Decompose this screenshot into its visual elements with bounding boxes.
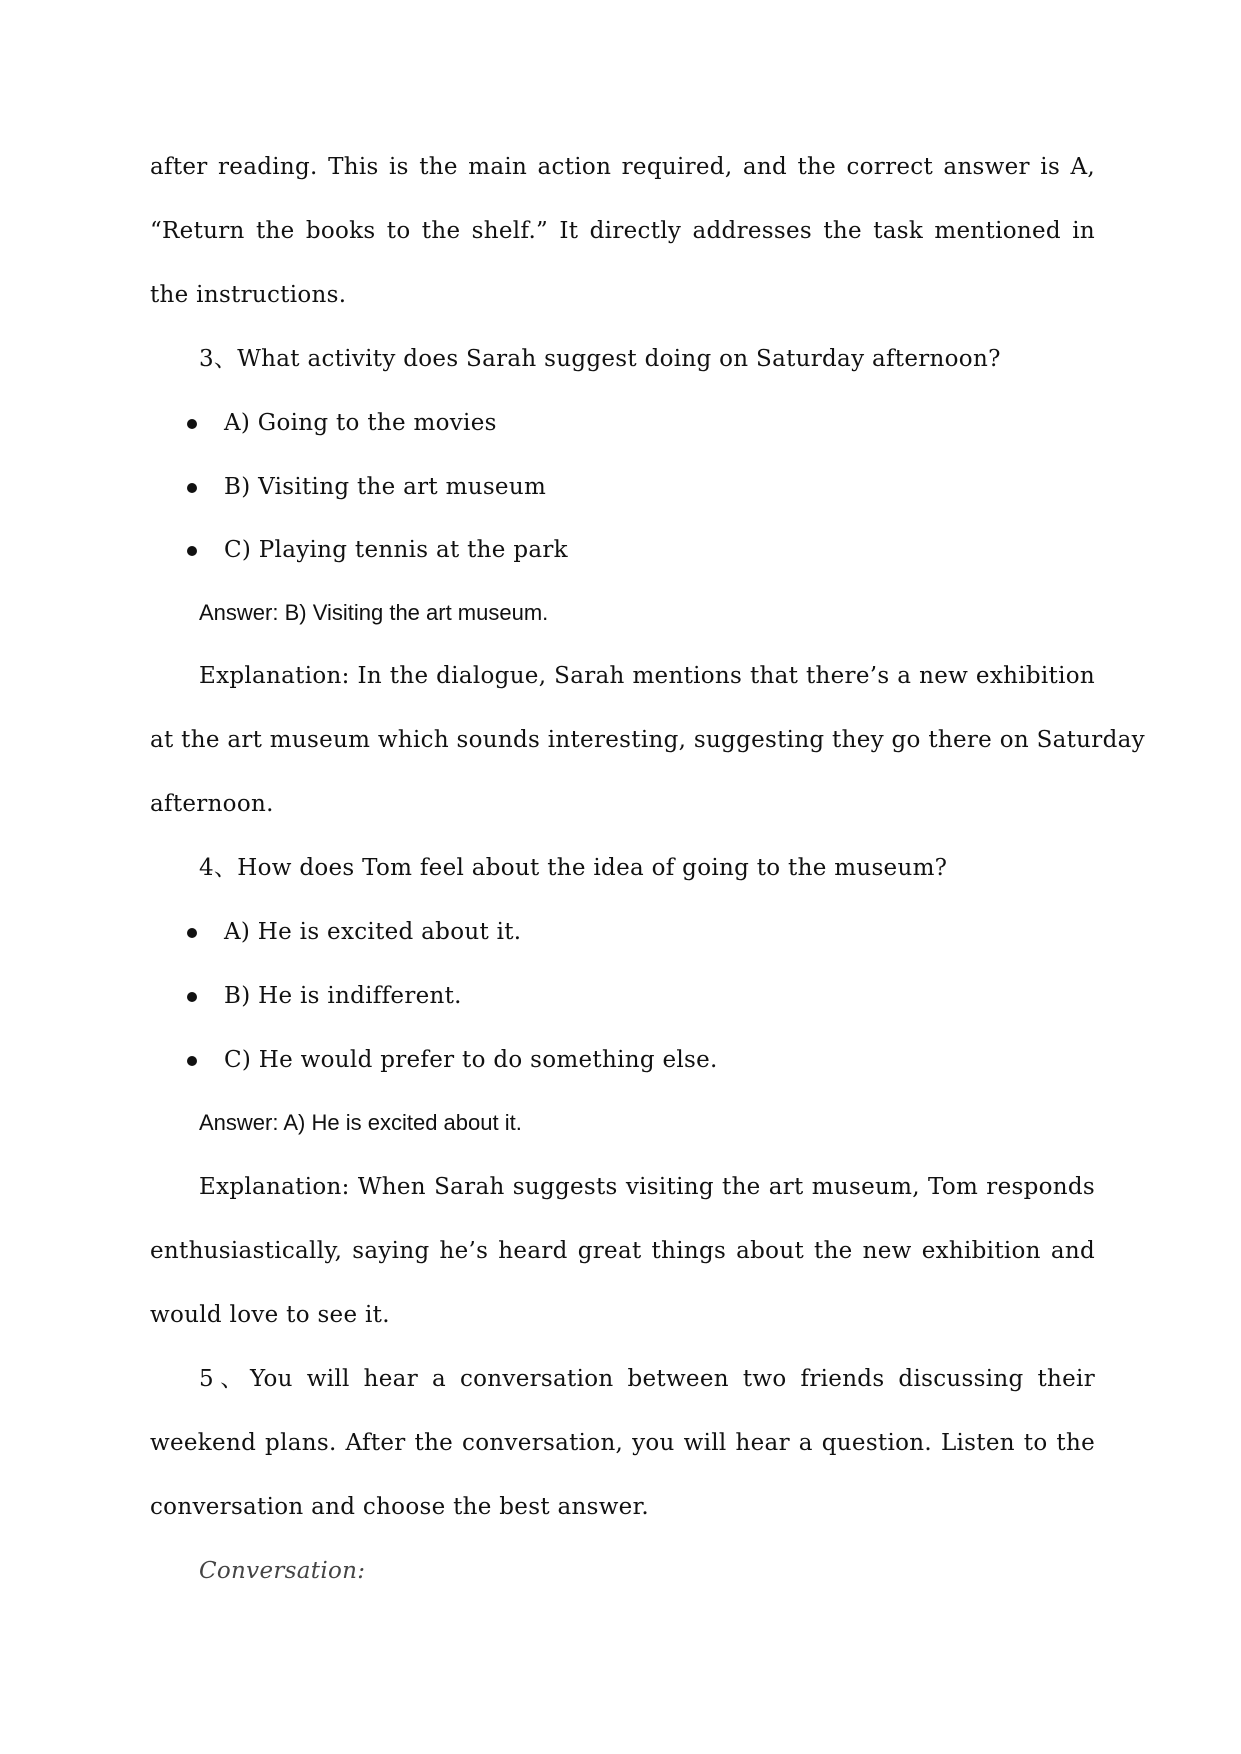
q4-explanation-line: Explanation: When Sarah suggests visiting the art museum, Tom responds [199,1174,1095,1200]
question-5-line: 5、You will hear a conversation between two friends discussing their [199,1366,1095,1392]
q4-option-a: A) He is excited about it. [224,919,522,945]
bullet-icon [187,1056,197,1066]
bullet-icon [187,483,197,493]
q3-option-a: A) Going to the movies [224,410,497,436]
q4-answer: Answer: A) He is excited about it. [199,1110,522,1135]
q3-answer: Answer: B) Visiting the art museum. [199,600,549,625]
paragraph-line: the instructions. [150,282,347,308]
paragraph-line: “Return the books to the shelf.” It directly addresses the task mentioned in [150,218,1095,244]
q3-option-b: B) Visiting the art museum [224,474,547,500]
q4-explanation-line: would love to see it. [150,1302,390,1328]
conversation-label: Conversation: [199,1558,366,1584]
q4-explanation-line: enthusiastically, saying he’s heard great things about the new exhibition and [150,1238,1095,1264]
q4-option-b: B) He is indifferent. [224,983,462,1009]
bullet-icon [187,546,197,556]
q3-explanation-line: afternoon. [150,791,274,817]
bullet-icon [187,992,197,1002]
q3-option-c: C) Playing tennis at the park [224,537,568,563]
paragraph-line: after reading. This is the main action required, and the correct answer is A, [150,154,1095,180]
bullet-icon [187,419,197,429]
q3-explanation-line: Explanation: In the dialogue, Sarah mentions that there’s a new exhibition [199,663,1095,689]
q3-explanation-line: at the art museum which sounds interesting, suggesting they go there on Saturday [150,727,1145,753]
q4-option-c: C) He would prefer to do something else. [224,1047,718,1073]
question-5-line: weekend plans. After the conversation, you will hear a question. Listen to the [150,1430,1095,1456]
bullet-icon [187,928,197,938]
question-4-text: 4、How does Tom feel about the idea of going to the museum? [199,855,948,881]
question-3-text: 3、What activity does Sarah suggest doing on Saturday afternoon? [199,346,1001,372]
question-5-line: conversation and choose the best answer. [150,1494,649,1520]
